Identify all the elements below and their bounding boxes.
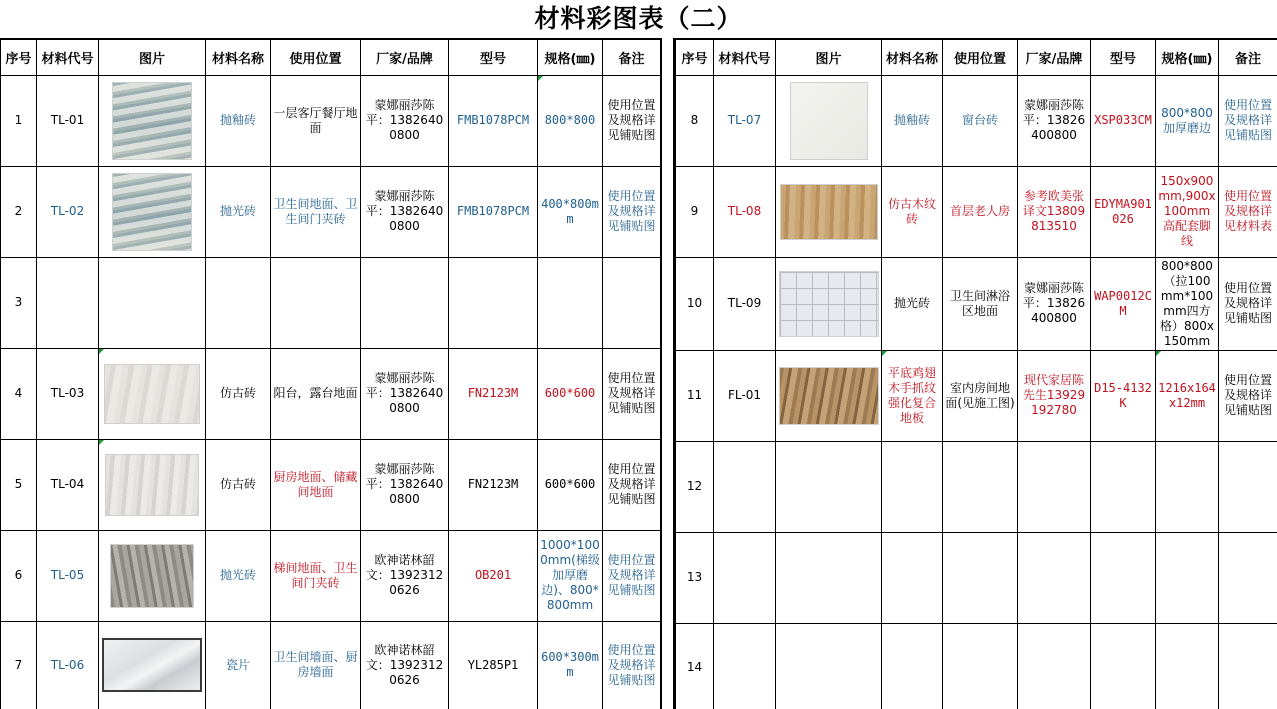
col-header-no: 序号 xyxy=(1,39,37,75)
row-spec xyxy=(1156,532,1219,623)
col-header-note: 备注 xyxy=(1219,39,1277,75)
row-spec: 150x900mm,900x100mm高配套脚线 xyxy=(1156,166,1219,257)
row-no: 1 xyxy=(1,75,37,166)
table-row xyxy=(1,439,661,530)
row-maker xyxy=(361,257,449,348)
table-row xyxy=(676,532,1277,623)
row-spec: 800*800（拉100mm*100mm四方格）800x150mm xyxy=(1156,257,1219,350)
row-note: 使用位置及规格详见铺贴图 xyxy=(603,348,661,439)
row-location: 阳台，露台地面 xyxy=(271,348,361,439)
header-row xyxy=(1,39,661,75)
row-location: 室内房间地面(见施工图) xyxy=(943,350,1018,441)
row-maker: 蒙娜丽莎陈平：13826400800 xyxy=(1018,257,1091,350)
row-spec: 800*800 加厚磨边 xyxy=(1156,75,1219,166)
table-row xyxy=(676,350,1277,441)
material-table-right xyxy=(675,38,1277,709)
material-table-left xyxy=(0,38,661,709)
row-note: 使用位置及规格详见铺贴图 xyxy=(603,75,661,166)
row-code xyxy=(37,257,99,348)
table-divider xyxy=(660,38,675,709)
row-no: 8 xyxy=(676,75,714,166)
tile-image xyxy=(112,82,192,160)
row-maker: 欧神诺林韶文：13923120626 xyxy=(361,530,449,621)
row-code: TL-07 xyxy=(714,75,776,166)
col-header-model: 型号 xyxy=(1091,39,1156,75)
table-row xyxy=(676,441,1277,532)
page-title: 材料彩图表（二） xyxy=(534,4,743,33)
row-note xyxy=(603,257,661,348)
col-header-no: 序号 xyxy=(676,39,714,75)
row-note: 使用位置及规格详见铺贴图 xyxy=(1219,257,1277,350)
row-image xyxy=(776,350,882,441)
col-header-location: 使用位置 xyxy=(271,39,361,75)
row-no: 2 xyxy=(1,166,37,257)
row-location xyxy=(943,532,1018,623)
row-maker: 现代家居陈先生13929192780 xyxy=(1018,350,1091,441)
row-maker xyxy=(1018,623,1091,709)
row-model: XSP033CM xyxy=(1091,75,1156,166)
row-image xyxy=(99,348,206,439)
row-image xyxy=(776,623,882,709)
row-location: 窗台砖 xyxy=(943,75,1018,166)
row-code xyxy=(714,441,776,532)
col-header-code: 材料代号 xyxy=(37,39,99,75)
row-name: 抛光砖 xyxy=(206,530,271,621)
row-name: 抛光砖 xyxy=(882,257,943,350)
row-no: 9 xyxy=(676,166,714,257)
row-no: 11 xyxy=(676,350,714,441)
row-code xyxy=(714,532,776,623)
row-location: 卫生间地面、卫生间门夹砖 xyxy=(271,166,361,257)
tile-image xyxy=(779,271,879,337)
row-name: 瓷片 xyxy=(206,621,271,709)
row-no: 14 xyxy=(676,623,714,709)
row-model: FN2123M xyxy=(449,439,538,530)
row-model: YL285P1 xyxy=(449,621,538,709)
col-header-image: 图片 xyxy=(776,39,882,75)
row-spec xyxy=(1156,441,1219,532)
row-maker xyxy=(1018,532,1091,623)
row-name: 仿古砖 xyxy=(206,439,271,530)
row-code: TL-02 xyxy=(37,166,99,257)
row-no: 5 xyxy=(1,439,37,530)
row-name xyxy=(206,257,271,348)
row-location: 一层客厅餐厅地面 xyxy=(271,75,361,166)
col-header-spec: 规格(㎜) xyxy=(1156,39,1219,75)
row-note xyxy=(1219,623,1277,709)
row-image xyxy=(776,441,882,532)
row-code: TL-08 xyxy=(714,166,776,257)
col-header-note: 备注 xyxy=(603,39,661,75)
tile-image xyxy=(110,544,194,608)
row-model: FMB1078PCM xyxy=(449,75,538,166)
row-name: 仿古砖 xyxy=(206,348,271,439)
row-spec xyxy=(538,257,603,348)
row-code: TL-03 xyxy=(37,348,99,439)
table-row xyxy=(676,257,1277,350)
row-maker: 蒙娜丽莎陈平：13826400800 xyxy=(361,439,449,530)
row-note xyxy=(1219,532,1277,623)
row-spec: 400*800mm xyxy=(538,166,603,257)
row-location: 首层老人房 xyxy=(943,166,1018,257)
row-location: 卫生间墙面、厨房墙面 xyxy=(271,621,361,709)
row-location xyxy=(943,623,1018,709)
row-image xyxy=(776,257,882,350)
row-model xyxy=(1091,532,1156,623)
row-code: FL-01 xyxy=(714,350,776,441)
col-header-code: 材料代号 xyxy=(714,39,776,75)
row-code: TL-06 xyxy=(37,621,99,709)
row-note: 使用位置及规格详见材料表 xyxy=(1219,166,1277,257)
row-no: 4 xyxy=(1,348,37,439)
row-spec: 600*600 xyxy=(538,439,603,530)
tile-image xyxy=(105,454,199,516)
col-header-maker: 厂家/品牌 xyxy=(361,39,449,75)
row-spec: 800*800 xyxy=(538,75,603,166)
row-model xyxy=(1091,623,1156,709)
row-location: 卫生间淋浴区地面 xyxy=(943,257,1018,350)
row-image xyxy=(776,532,882,623)
row-image xyxy=(99,75,206,166)
row-spec: 1216x164x12mm xyxy=(1156,350,1219,441)
row-model: D15-4132K xyxy=(1091,350,1156,441)
row-name: 抛光砖 xyxy=(206,166,271,257)
row-code: TL-04 xyxy=(37,439,99,530)
row-code: TL-05 xyxy=(37,530,99,621)
row-no: 13 xyxy=(676,532,714,623)
tile-image xyxy=(790,82,868,160)
row-location xyxy=(943,441,1018,532)
header-row xyxy=(676,39,1277,75)
row-model: OB201 xyxy=(449,530,538,621)
tile-image xyxy=(779,367,879,425)
row-model xyxy=(1091,441,1156,532)
row-spec xyxy=(1156,623,1219,709)
tile-image xyxy=(104,364,200,424)
row-note: 使用位置及规格详见铺贴图 xyxy=(603,166,661,257)
row-code: TL-01 xyxy=(37,75,99,166)
row-no: 10 xyxy=(676,257,714,350)
row-name: 抛釉砖 xyxy=(882,75,943,166)
row-note: 使用位置及规格详见铺贴图 xyxy=(603,621,661,709)
row-maker: 蒙娜丽莎陈平：13826400800 xyxy=(1018,75,1091,166)
row-no: 6 xyxy=(1,530,37,621)
row-location: 厨房地面、储藏间地面 xyxy=(271,439,361,530)
row-model: FMB1078PCM xyxy=(449,166,538,257)
table-row xyxy=(1,257,661,348)
tile-image xyxy=(102,638,202,692)
table-row xyxy=(1,166,661,257)
table-row xyxy=(1,348,661,439)
row-image xyxy=(99,166,206,257)
row-name: 抛釉砖 xyxy=(206,75,271,166)
row-spec: 600*600 xyxy=(538,348,603,439)
row-spec: 600*300mm xyxy=(538,621,603,709)
row-no: 12 xyxy=(676,441,714,532)
row-model xyxy=(449,257,538,348)
row-no: 7 xyxy=(1,621,37,709)
row-note xyxy=(1219,441,1277,532)
row-code xyxy=(714,623,776,709)
row-name xyxy=(882,623,943,709)
row-model: FN2123M xyxy=(449,348,538,439)
row-image xyxy=(776,75,882,166)
col-header-spec: 规格(㎜) xyxy=(538,39,603,75)
row-name: 仿古木纹砖 xyxy=(882,166,943,257)
row-location xyxy=(271,257,361,348)
row-model: WAP0012CM xyxy=(1091,257,1156,350)
row-code: TL-09 xyxy=(714,257,776,350)
row-maker: 参考欧美张译文13809813510 xyxy=(1018,166,1091,257)
row-maker xyxy=(1018,441,1091,532)
row-name xyxy=(882,532,943,623)
row-name: 平底鸡翅木手抓纹强化复合地板 xyxy=(882,350,943,441)
row-model: EDYMA901026 xyxy=(1091,166,1156,257)
col-header-location: 使用位置 xyxy=(943,39,1018,75)
row-maker: 蒙娜丽莎陈平：13826400800 xyxy=(361,75,449,166)
col-header-name: 材料名称 xyxy=(206,39,271,75)
row-image xyxy=(776,166,882,257)
tile-image xyxy=(112,173,192,251)
table-row xyxy=(1,75,661,166)
col-header-model: 型号 xyxy=(449,39,538,75)
row-maker: 蒙娜丽莎陈平：13826400800 xyxy=(361,166,449,257)
row-image xyxy=(99,530,206,621)
table-row xyxy=(676,75,1277,166)
tile-image xyxy=(780,184,878,240)
row-note: 使用位置及规格详见铺贴图 xyxy=(1219,350,1277,441)
row-note: 使用位置及规格详见铺贴图 xyxy=(603,530,661,621)
col-header-name: 材料名称 xyxy=(882,39,943,75)
col-header-image: 图片 xyxy=(99,39,206,75)
row-no: 3 xyxy=(1,257,37,348)
row-maker: 欧神诺林韶文：13923120626 xyxy=(361,621,449,709)
table-row xyxy=(676,623,1277,709)
table-row xyxy=(676,166,1277,257)
col-header-maker: 厂家/品牌 xyxy=(1018,39,1091,75)
row-location: 梯间地面、卫生间门夹砖 xyxy=(271,530,361,621)
row-note: 使用位置及规格详见铺贴图 xyxy=(603,439,661,530)
row-image xyxy=(99,621,206,709)
row-maker: 蒙娜丽莎陈平：13826400800 xyxy=(361,348,449,439)
row-image xyxy=(99,257,206,348)
table-row xyxy=(1,530,661,621)
row-name xyxy=(882,441,943,532)
row-image xyxy=(99,439,206,530)
row-spec: 1000*1000mm(梯级加厚磨边)、800*800mm xyxy=(538,530,603,621)
table-row xyxy=(1,621,661,709)
row-note: 使用位置及规格详见铺贴图 xyxy=(1219,75,1277,166)
